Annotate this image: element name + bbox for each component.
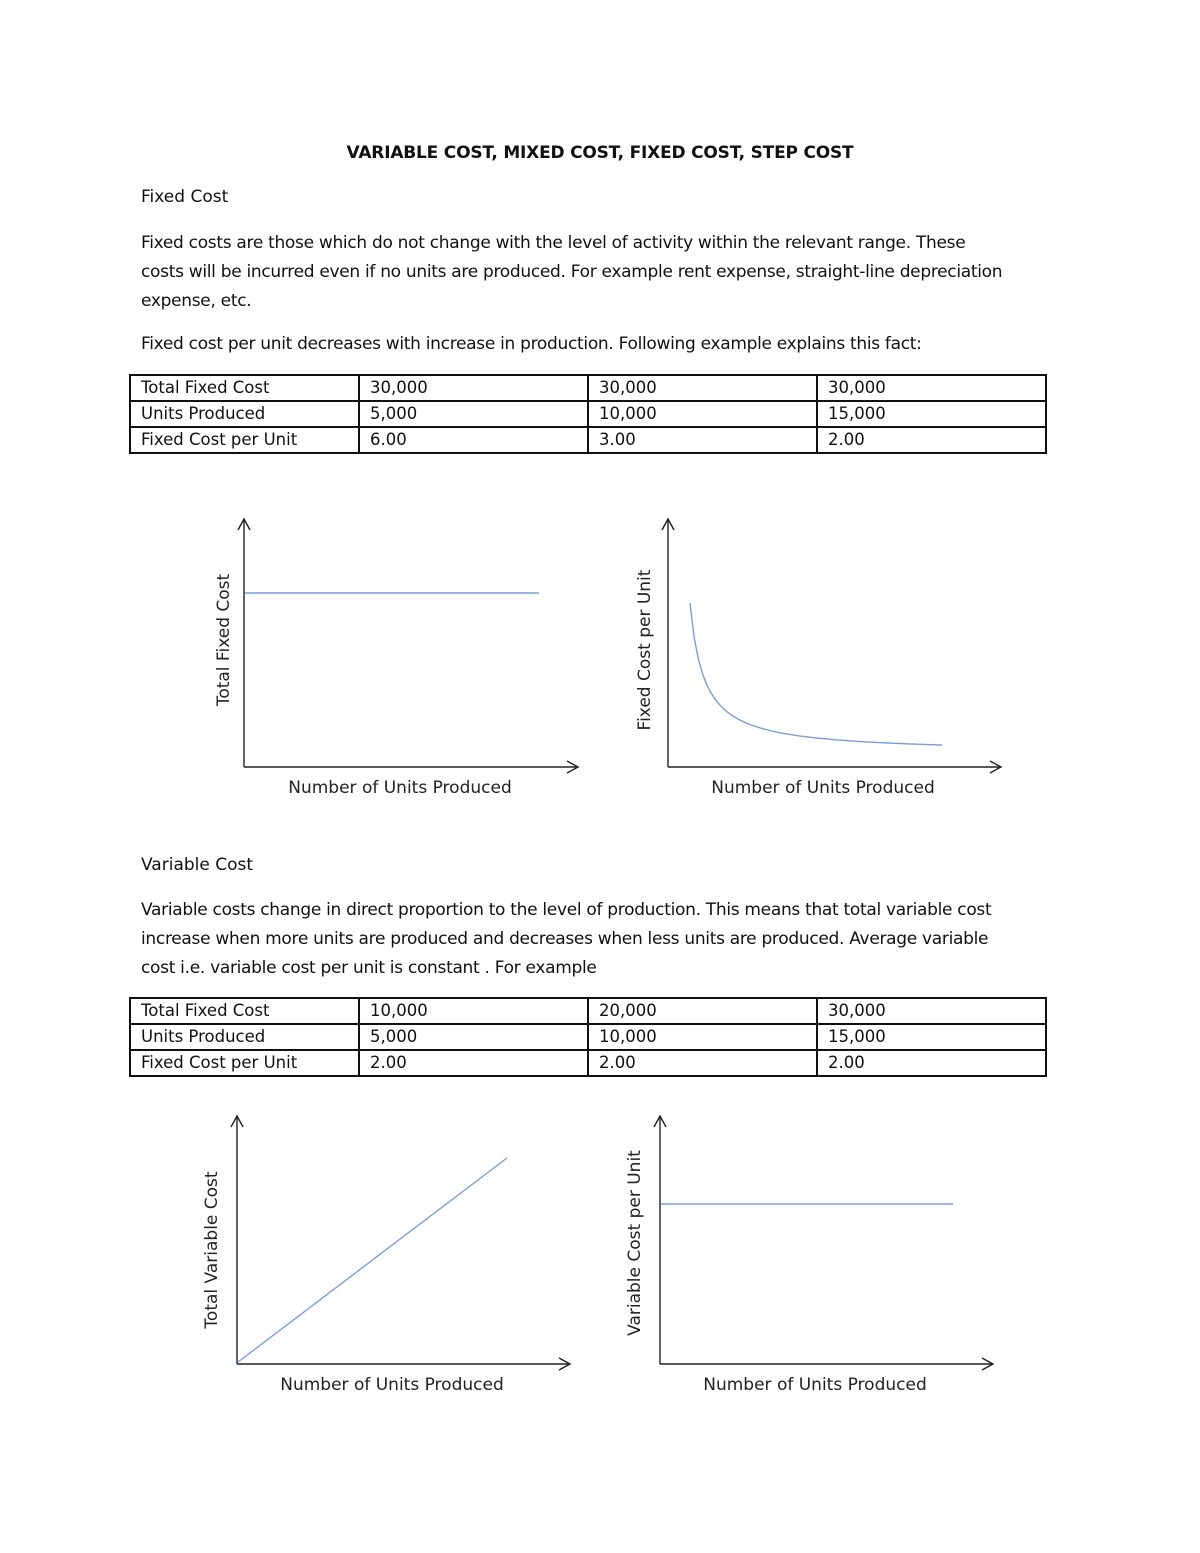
table-cell: Fixed Cost per Unit — [130, 1050, 359, 1076]
paragraph-line: costs will be incurred even if no units are produced. For example rent expense, straight-line depreciation — [141, 262, 1003, 282]
table-cell: Total Fixed Cost — [130, 375, 359, 401]
table-cell: 20,000 — [588, 998, 817, 1024]
series-line — [690, 603, 942, 745]
table-cell: Units Produced — [130, 1024, 359, 1050]
y-axis-label: Variable Cost per Unit — [625, 1150, 645, 1336]
x-axis-label: Number of Units Produced — [703, 1375, 927, 1395]
variable-cost-heading: Variable Cost — [141, 855, 254, 875]
chart-fixed-cost-per-unit — [635, 519, 1001, 798]
chart-total-fixed-cost — [214, 519, 578, 798]
table-cell: Fixed Cost per Unit — [130, 427, 359, 453]
fixed-cost-paragraph-2: Fixed cost per unit decreases with increase in production. Following example explains this fact: — [141, 334, 922, 354]
y-axis-label: Total Variable Cost — [202, 1171, 222, 1329]
table-cell: 10,000 — [588, 1024, 817, 1050]
table-cell: 5,000 — [359, 401, 588, 427]
x-axis-label: Number of Units Produced — [280, 1375, 504, 1395]
table-cell: 30,000 — [817, 375, 1046, 401]
table-cell: Total Fixed Cost — [130, 998, 359, 1024]
table-cell: 30,000 — [359, 375, 588, 401]
table-cell: 10,000 — [588, 401, 817, 427]
chart-total-variable-cost — [202, 1116, 570, 1395]
table-row — [130, 1050, 1046, 1076]
fixed-cost-heading: Fixed Cost — [141, 187, 229, 207]
table-cell: 10,000 — [359, 998, 588, 1024]
paragraph-line: cost i.e. variable cost per unit is constant . For example — [141, 958, 597, 978]
x-axis-label: Number of Units Produced — [711, 778, 935, 798]
table-cell: 30,000 — [817, 998, 1046, 1024]
table-cell: 15,000 — [817, 1024, 1046, 1050]
table-cell: 2.00 — [588, 1050, 817, 1076]
paragraph-line: Variable costs change in direct proportion to the level of production. This means that total variable cost — [141, 900, 992, 920]
page-title: VARIABLE COST, MIXED COST, FIXED COST, STEP COST — [346, 143, 854, 163]
table-cell: 5,000 — [359, 1024, 588, 1050]
table-cell: 3.00 — [588, 427, 817, 453]
paragraph-line: Fixed costs are those which do not change with the level of activity within the relevant range. These — [141, 233, 966, 253]
table-cell: Units Produced — [130, 401, 359, 427]
table-cell: 2.00 — [359, 1050, 588, 1076]
table-row — [130, 1024, 1046, 1050]
variable-cost-table — [129, 997, 1047, 1077]
x-axis-label: Number of Units Produced — [288, 778, 512, 798]
series-line — [238, 1158, 507, 1362]
table-cell: 2.00 — [817, 427, 1046, 453]
table-cell: 30,000 — [588, 375, 817, 401]
paragraph-line: increase when more units are produced and decreases when less units are produced. Average variable — [141, 929, 989, 949]
chart-variable-cost-per-unit — [625, 1116, 993, 1395]
table-row — [130, 998, 1046, 1024]
table-cell: 6.00 — [359, 427, 588, 453]
variable-cost-paragraph — [141, 896, 1061, 983]
paragraph-line: expense, etc. — [141, 291, 252, 311]
y-axis-label: Total Fixed Cost — [214, 573, 234, 707]
table-cell: 15,000 — [817, 401, 1046, 427]
table-cell: 2.00 — [817, 1050, 1046, 1076]
y-axis-label: Fixed Cost per Unit — [635, 569, 655, 731]
